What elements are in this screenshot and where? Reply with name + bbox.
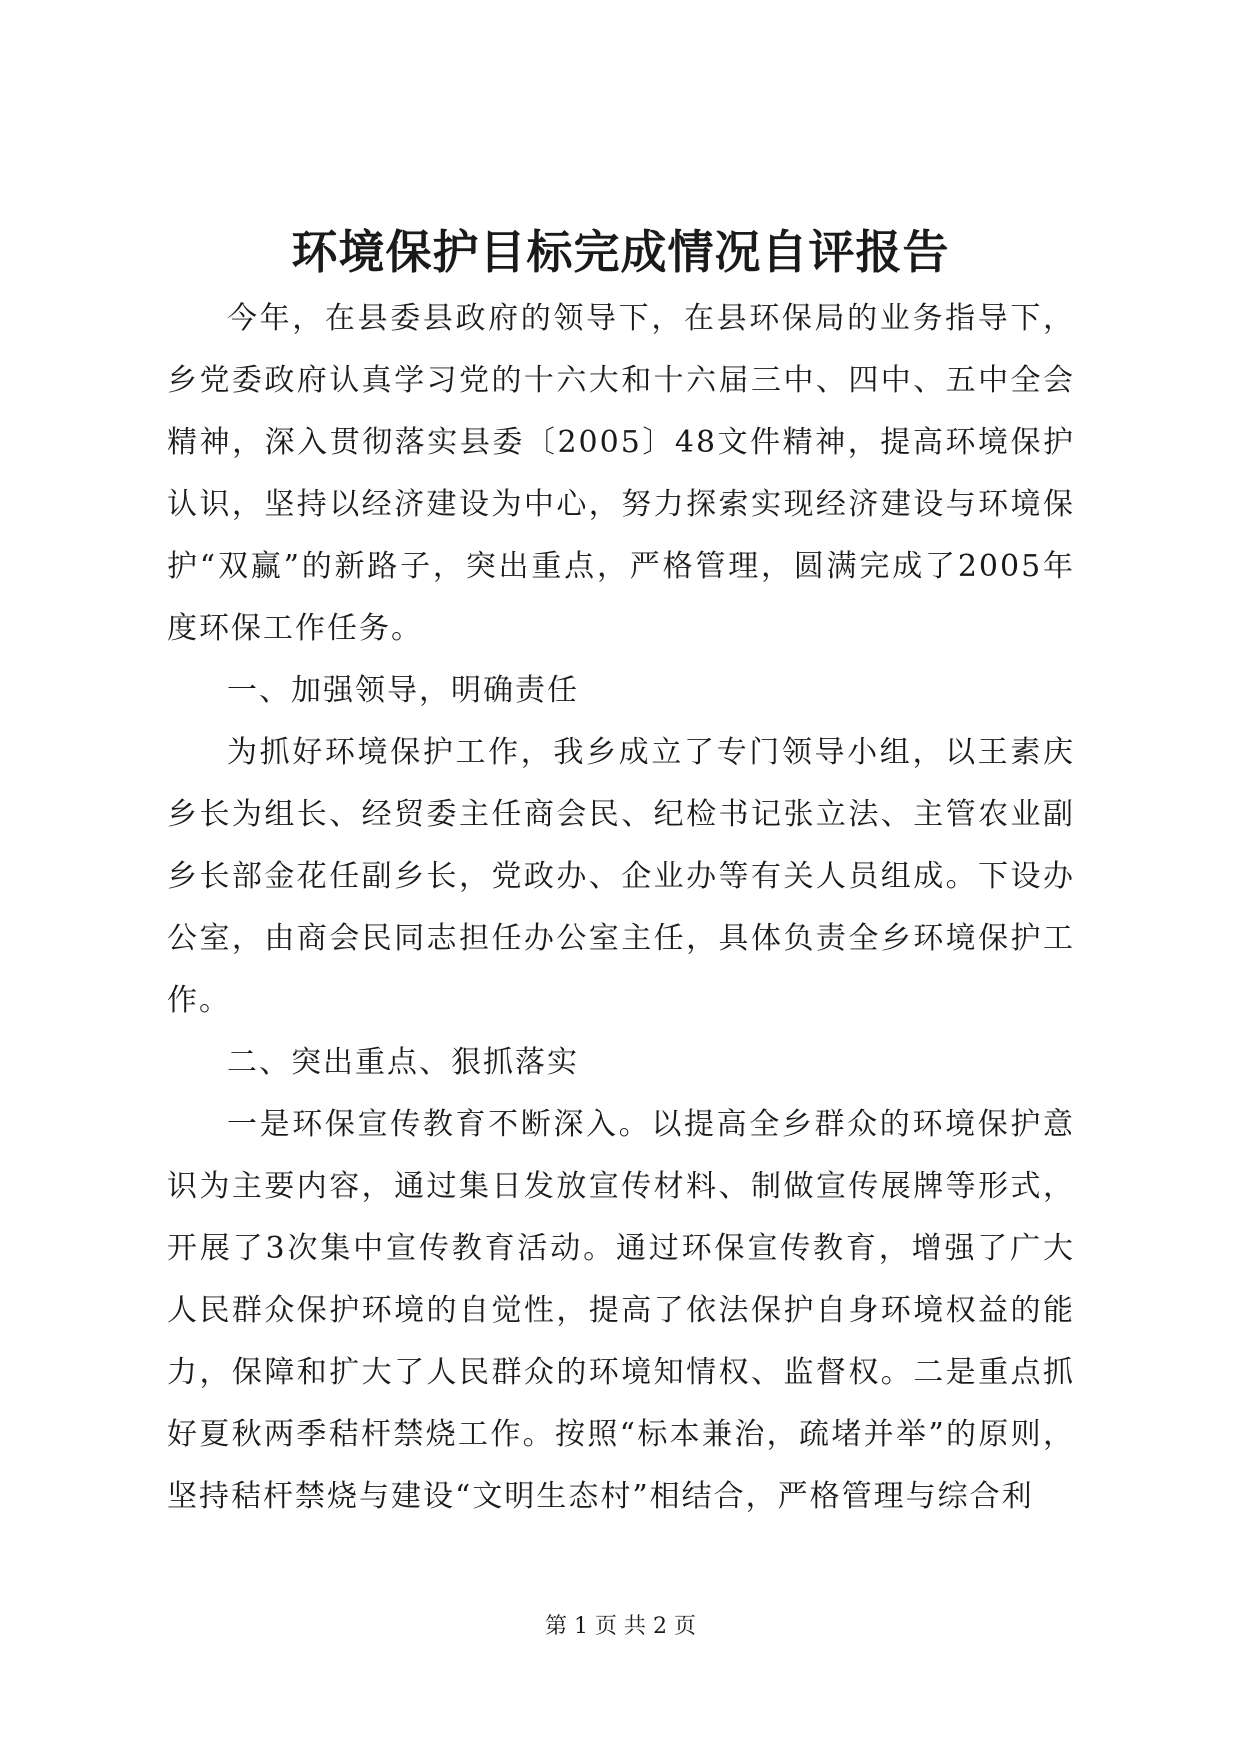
section-1-paragraph: 为抓好环境保护工作，我乡成立了专门领导小组，以王素庆乡长为组长、经贸委主任商会民、纪检书记张立法、主管农业副乡长部金花任副乡长，党政办、企业办等有关人员组成。下设办公室，由商会民同志担任办公室主任，具体负责全乡环境保护工作。 <box>167 735 1075 1018</box>
intro-paragraph: 今年，在县委县政府的领导下，在县环保局的业务指导下，乡党委政府认真学习党的十六大和十六届三中、四中、五中全会精神，深入贯彻落实县委〔2005〕48文件精神，提高环境保护认识，坚持以经济建设为中心，努力探索实现经济建设与环境保护“双赢”的新路子，突出重点，严格管理，圆满完成了2005年度环保工作任务。 <box>167 301 1075 646</box>
page-footer: 第 1 页 共 2 页 <box>545 1614 696 1639</box>
section-heading-1: 一、加强领导，明确责任 <box>227 673 579 708</box>
document-title: 环境保护目标完成情况自评报告 <box>291 225 950 279</box>
section-2-paragraph: 一是环保宣传教育不断深入。以提高全乡群众的环境保护意识为主要内容，通过集日发放宣传材料、制做宣传展牌等形式，开展了3次集中宣传教育活动。通过环保宣传教育，增强了广大人民群众保护环境的自觉性，提高了依法保护自身环境权益的能力，保障和扩大了人民群众的环境知情权、监督权。二是重点抓好夏秋两季秸杆禁烧工作。按照“标本兼治，疏堵并举”的原则，坚持秸杆禁烧与建设“文明生态村”相结合，严格管理与综合利 <box>167 1107 1075 1514</box>
document-body <box>167 288 1075 1528</box>
section-heading-2: 二、突出重点、狠抓落实 <box>227 1045 579 1080</box>
